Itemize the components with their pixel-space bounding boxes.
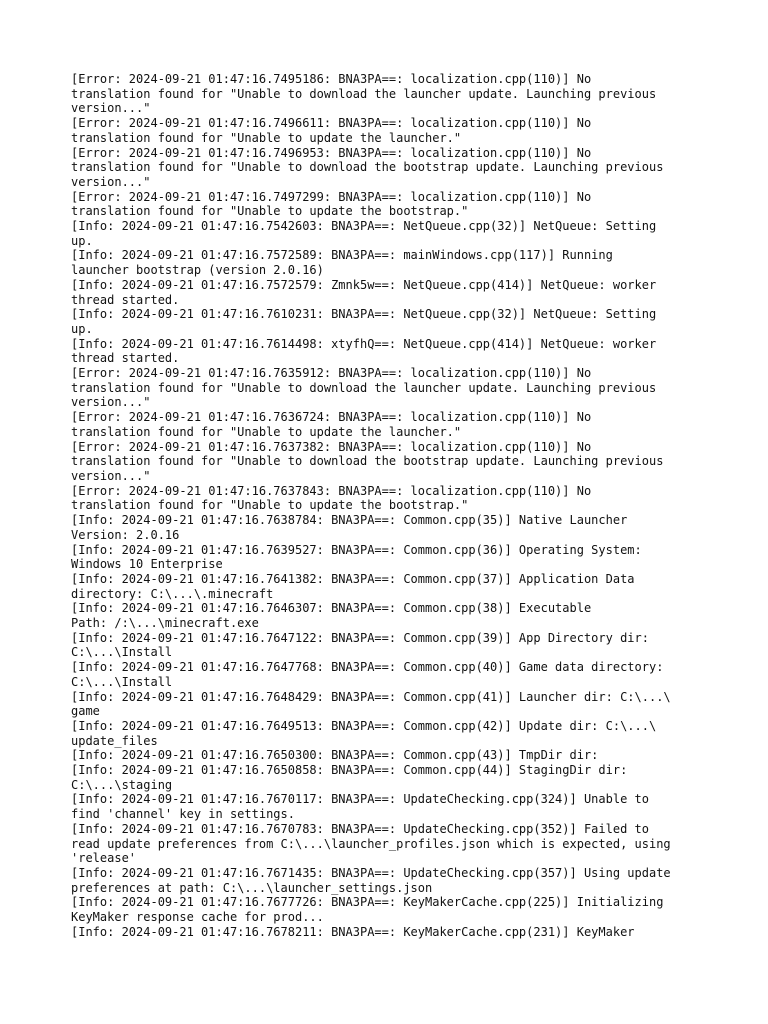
log-line: [Error: 2024-09-21 01:47:16.7495186: BNA3PA==: localization.cpp(110)] No	[71, 72, 592, 86]
log-line: [Info: 2024-09-21 01:47:16.7638784: BNA3PA==: Common.cpp(35)] Native Launcher	[71, 513, 628, 528]
log-line: [Error: 2024-09-21 01:47:16.7496611: BNA3PA==: localization.cpp(110)] No	[71, 116, 592, 131]
log-line: [Info: 2024-09-21 01:47:16.7647122: BNA3PA==: Common.cpp(39)] App Directory dir:	[71, 630, 649, 645]
log-line: [Error: 2024-09-21 01:47:16.7637382: BNA3PA==: localization.cpp(110)] No	[71, 439, 592, 454]
log-line: [Error: 2024-09-21 01:47:16.7635912: BNA3PA==: localization.cpp(110)] No	[71, 366, 592, 381]
log-line: [Info: 2024-09-21 01:47:16.7646307: BNA3PA==: Common.cpp(38)] Executable	[71, 601, 592, 616]
log-line: [Info: 2024-09-21 01:47:16.7542603: BNA3PA==: NetQueue.cpp(32)] NetQueue: Setting	[71, 219, 657, 234]
log-line: read update preferences from C:\...\launcher_profiles.json which is expected, using	[71, 836, 671, 851]
log-line: thread started.	[71, 351, 180, 366]
log-line: [Error: 2024-09-21 01:47:16.7496953: BNA3PA==: localization.cpp(110)] No	[71, 145, 592, 160]
log-line: [Info: 2024-09-21 01:47:16.7572589: BNA3PA==: mainWindows.cpp(117)] Running	[71, 248, 613, 263]
log-line: KeyMaker response cache for prod...	[71, 910, 324, 925]
log-line: [Info: 2024-09-21 01:47:16.7641382: BNA3PA==: Common.cpp(37)] Application Data	[71, 571, 635, 586]
log-line: Path: /:\...\minecraft.exe	[71, 616, 259, 631]
log-line: [Info: 2024-09-21 01:47:16.7670117: BNA3PA==: UpdateChecking.cpp(324)] Unable to	[71, 792, 649, 807]
log-line: find 'channel' key in settings.	[71, 807, 295, 822]
log-line: 'release'	[71, 851, 137, 866]
log-line: translation found for "Unable to download the launcher update. Launching previous	[71, 380, 657, 395]
log-line: version..."	[71, 101, 151, 116]
log-line: Version: 2.0.16	[71, 527, 180, 542]
log-line: preferences at path: C:\...\launcher_settings.json	[71, 880, 433, 895]
log-line: [Error: 2024-09-21 01:47:16.7636724: BNA3PA==: localization.cpp(110)] No	[71, 410, 592, 425]
log-line: launcher bootstrap (version 2.0.16)	[71, 263, 324, 278]
log-line: [Info: 2024-09-21 01:47:16.7572579: Zmnk5w==: NetQueue.cpp(414)] NetQueue: worker	[71, 277, 657, 292]
log-line: version..."	[71, 174, 151, 189]
log-line: [Error: 2024-09-21 01:47:16.7637843: BNA3PA==: localization.cpp(110)] No	[71, 483, 592, 498]
log-line: up.	[71, 233, 93, 248]
log-line: version..."	[71, 395, 151, 410]
log-line: [Info: 2024-09-21 01:47:16.7649513: BNA3PA==: Common.cpp(42)] Update dir: C:\...\	[71, 718, 657, 733]
log-line: [Info: 2024-09-21 01:47:16.7648429: BNA3PA==: Common.cpp(41)] Launcher dir: C:\...\	[71, 689, 671, 704]
log-line: C:\...\Install	[71, 645, 173, 660]
log-line: version..."	[71, 468, 151, 483]
log-line: [Info: 2024-09-21 01:47:16.7614498: xtyfhQ==: NetQueue.cpp(414)] NetQueue: worker	[71, 336, 657, 351]
log-line: Windows 10 Enterprise	[71, 557, 223, 572]
log-line: [Info: 2024-09-21 01:47:16.7671435: BNA3PA==: UpdateChecking.cpp(357)] Using update	[71, 865, 671, 880]
log-line: translation found for "Unable to download the launcher update. Launching previous	[71, 86, 657, 101]
log-line: C:\...\staging	[71, 777, 173, 792]
log-line: [Info: 2024-09-21 01:47:16.7639527: BNA3PA==: Common.cpp(36)] Operating System:	[71, 542, 642, 557]
log-line: translation found for "Unable to download the bootstrap update. Launching previous	[71, 454, 664, 469]
log-line: translation found for "Unable to download the bootstrap update. Launching previous	[71, 160, 664, 175]
log-line: C:\...\Install	[71, 674, 173, 689]
log-text-block	[71, 72, 701, 939]
log-line: [Info: 2024-09-21 01:47:16.7650858: BNA3PA==: Common.cpp(44)] StagingDir dir:	[71, 763, 628, 778]
log-line: thread started.	[71, 292, 180, 307]
log-line: directory: C:\...\.minecraft	[71, 586, 274, 601]
log-line: [Error: 2024-09-21 01:47:16.7497299: BNA3PA==: localization.cpp(110)] No	[71, 189, 592, 204]
log-line: game	[71, 704, 100, 719]
log-line: [Info: 2024-09-21 01:47:16.7670783: BNA3PA==: UpdateChecking.cpp(352)] Failed to	[71, 821, 649, 836]
log-line: up.	[71, 321, 93, 336]
log-line: [Info: 2024-09-21 01:47:16.7647768: BNA3PA==: Common.cpp(40)] Game data directory:	[71, 660, 664, 675]
log-line: [Info: 2024-09-21 01:47:16.7610231: BNA3PA==: NetQueue.cpp(32)] NetQueue: Setting	[71, 307, 657, 322]
log-line: [Info: 2024-09-21 01:47:16.7650300: BNA3PA==: Common.cpp(43)] TmpDir dir:	[71, 748, 599, 763]
log-line: translation found for "Unable to update the bootstrap."	[71, 204, 469, 219]
log-line: translation found for "Unable to update the launcher."	[71, 424, 462, 439]
log-line: translation found for "Unable to update the launcher."	[71, 130, 462, 145]
log-line: [Info: 2024-09-21 01:47:16.7678211: BNA3PA==: KeyMakerCache.cpp(231)] KeyMaker	[71, 924, 635, 939]
log-line: translation found for "Unable to update the bootstrap."	[71, 498, 469, 513]
log-line: [Info: 2024-09-21 01:47:16.7677726: BNA3PA==: KeyMakerCache.cpp(225)] Initializing	[71, 895, 664, 910]
log-line: update_files	[71, 733, 158, 748]
